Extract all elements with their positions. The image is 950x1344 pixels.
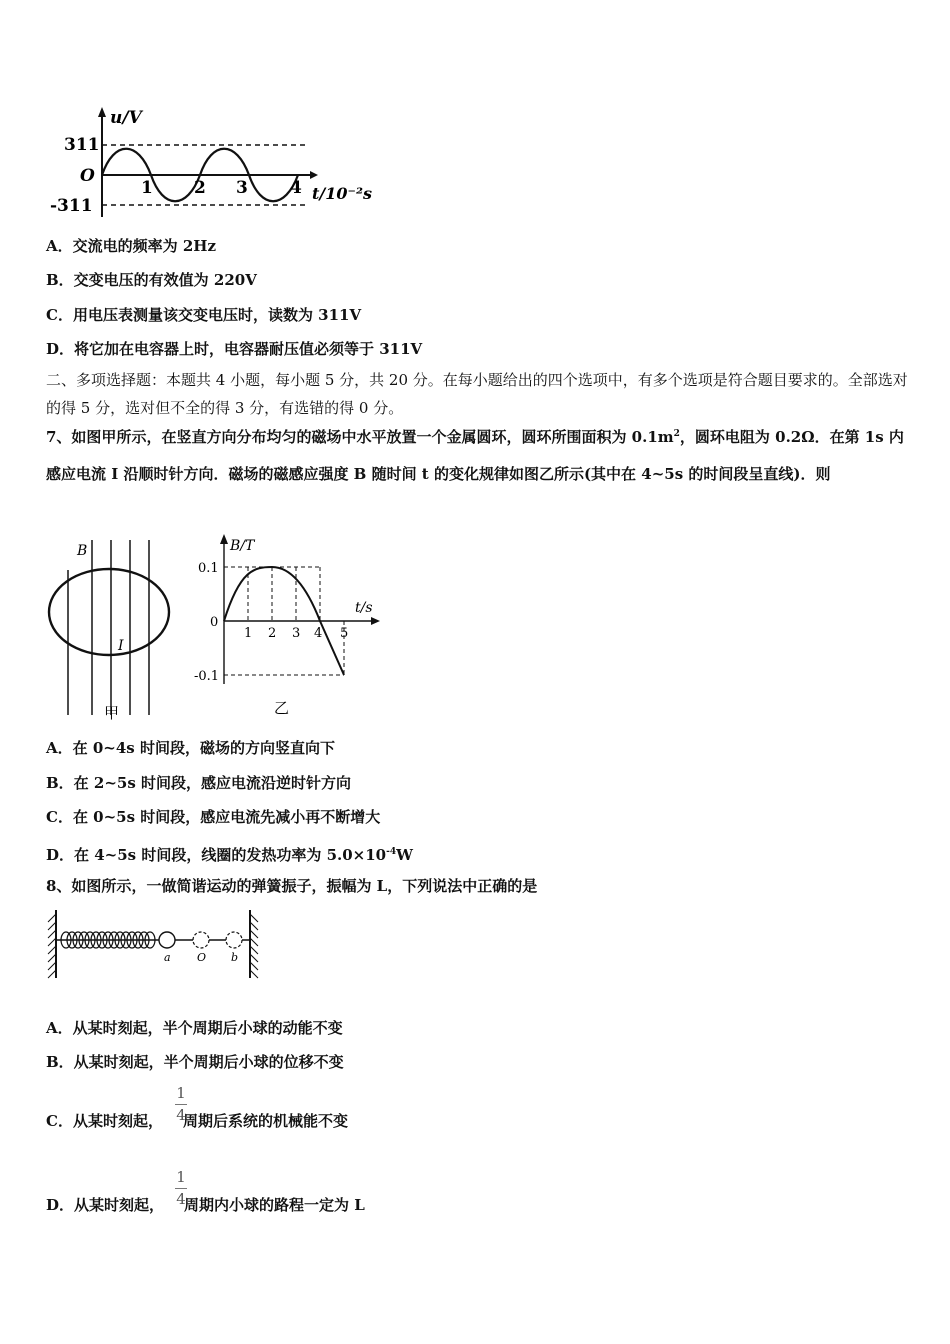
q8-label-o: O (197, 951, 207, 964)
q6-y-axis-label: u/V (110, 108, 142, 128)
q6-option-c: C．用电压表测量该交变电压时，读数为 311V (46, 306, 362, 324)
q6-option-b: B．交变电压的有效值为 220V (46, 271, 257, 289)
q6-peak-label: 311 (64, 135, 100, 155)
fraction-denominator: 4 (176, 1190, 186, 1208)
q8-spring-oscillator (44, 908, 264, 982)
q8-option-d-suffix: 周期内小球的路程一定为 L (184, 1196, 365, 1214)
q7-yi-y-axis-label: B/T (230, 538, 255, 554)
q8-option-c-suffix: 周期后系统的机械能不变 (182, 1112, 348, 1130)
q7-option-c: C．在 0~5s 时间段，感应电流先减小再不断增大 (46, 808, 381, 826)
q6-option-d: D．将它加在电容器上时，电容器耐压值必须等于 311V (46, 340, 423, 358)
q7-yi-tick-1: 1 (244, 626, 253, 641)
q7-yi-y-top: 0.1 (198, 561, 219, 576)
q7-option-d-unit: W (396, 846, 413, 864)
section-2-instructions: 二、多项选择题：本题共 4 小题，每小题 5 分，共 20 分。在每小题给出的四个选项中，有多个选项是符合题目要求的。全部选对的得 5 分，选对但不全的得 3 分，有选错的得 0 分。 (46, 371, 908, 417)
q8-option-b: B．从某时刻起，半个周期后小球的位移不变 (46, 1053, 344, 1071)
q7-figure-yi (190, 530, 390, 725)
q7-stem-part1: 7、如图甲所示，在竖直方向分布均匀的磁场中水平放置一个金属圆环，圆环所围面积为 0.1m (46, 428, 674, 446)
q6-origin-label: O (80, 166, 95, 186)
q7-yi-caption: 乙 (274, 699, 290, 717)
q8-option-c-fraction (175, 1085, 187, 1124)
q8-option-c-prefix: C．从某时刻起， (46, 1112, 163, 1130)
q6-tick-2: 2 (194, 178, 206, 198)
q7-figure-jia (44, 530, 184, 725)
q6-tick-1: 1 (141, 178, 153, 198)
q7-yi-tick-2: 2 (268, 626, 277, 641)
q8-label-a: a (164, 951, 171, 964)
q7-option-d (46, 842, 413, 865)
q7-yi-tick-4: 4 (314, 626, 323, 641)
q7-jia-label-i: I (118, 638, 124, 654)
fraction-numerator: 1 (176, 1084, 186, 1102)
fraction-numerator: 1 (176, 1168, 186, 1186)
q6-voltage-graph (50, 105, 380, 220)
q8-option-d (46, 1195, 365, 1215)
q8-label-b: b (231, 951, 239, 964)
q7-jia-label-b: B (77, 543, 88, 559)
q8-option-d-fraction (175, 1169, 187, 1208)
q7-yi-tick-5: 5 (340, 626, 349, 641)
q7-stem-sup: 2 (673, 429, 680, 439)
q7-stem-part2: ，圆环电阻为 0.2Ω．在第 1s 内感应电流 I 沿顺时针方向．磁场的磁感应强度 B 随时间 t 的变化规律如图乙所示(其中在 4~5s 的时间段呈直线)．则 (46, 428, 904, 483)
q7-jia-caption: 甲 (104, 704, 120, 722)
q7-option-b: B．在 2~5s 时间段，感应电流沿逆时针方向 (46, 774, 352, 792)
q7-yi-y-bottom: -0.1 (194, 669, 220, 684)
q8-option-a: A．从某时刻起，半个周期后小球的动能不变 (46, 1019, 343, 1037)
q6-tick-4: 4 (290, 178, 302, 198)
q7-option-d-text: D．在 4~5s 时间段，线圈的发热功率为 5.0×10 (46, 846, 387, 864)
q6-x-axis-label: t/10⁻²s (312, 184, 372, 203)
q7-option-d-exp: -4 (386, 847, 397, 857)
q6-tick-3: 3 (236, 178, 248, 198)
q6-option-a: A．交流电的频率为 2Hz (46, 237, 216, 255)
q8-stem: 8、如图所示，一做简谐运动的弹簧振子，振幅为 L，下列说法中正确的是 (46, 877, 538, 895)
q7-option-a: A．在 0~4s 时间段，磁场的方向竖直向下 (46, 739, 335, 757)
q6-trough-label: -311 (50, 196, 93, 216)
q7-yi-tick-3: 3 (292, 626, 301, 641)
q8-option-c (46, 1111, 348, 1131)
q7-yi-x-axis-label: t/s (355, 600, 373, 616)
q8-option-d-prefix: D．从某时刻起， (46, 1196, 165, 1214)
q7-stem (46, 416, 908, 493)
q7-yi-origin: 0 (210, 615, 219, 630)
fraction-denominator: 4 (176, 1106, 186, 1124)
